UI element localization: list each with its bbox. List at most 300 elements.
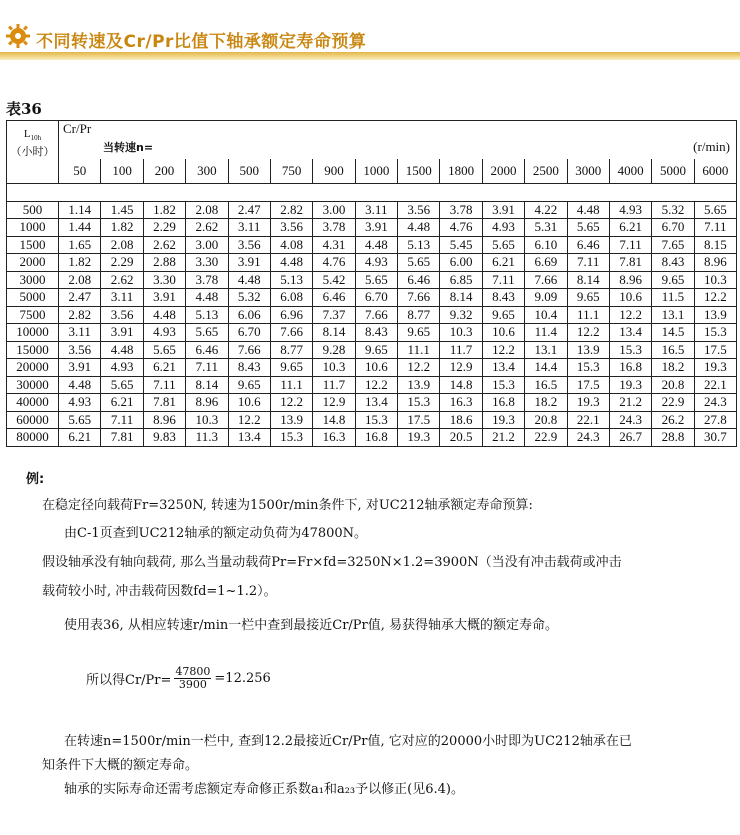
ratio-cell: 10.3	[313, 359, 355, 377]
ratio-cell: 3.78	[313, 219, 355, 237]
hours-cell: 7500	[7, 306, 59, 324]
ratio-cell: 14.8	[440, 376, 482, 394]
ratio-cell: 6.21	[101, 394, 143, 412]
ratio-cell: 1.82	[143, 201, 185, 219]
formula-numerator: 47800	[175, 665, 211, 678]
ratio-cell: 7.11	[101, 411, 143, 429]
header-divider	[0, 52, 740, 60]
ratio-cell: 3.91	[355, 219, 397, 237]
ratio-cell: 5.65	[101, 376, 143, 394]
ratio-formula	[86, 666, 271, 691]
speed-header-cell: 900	[313, 159, 355, 184]
ratio-cell: 3.11	[59, 324, 101, 342]
ratio-cell: 12.9	[313, 394, 355, 412]
speed-header-cell: 750	[270, 159, 312, 184]
ratio-cell: 8.96	[143, 411, 185, 429]
speed-header-cell: 500	[228, 159, 270, 184]
ratio-cell: 2.08	[186, 201, 228, 219]
ratio-cell: 4.48	[567, 201, 609, 219]
ratio-cell: 24.3	[694, 394, 736, 412]
ratio-cell: 16.8	[482, 394, 524, 412]
ratio-cell: 30.7	[694, 429, 736, 447]
ratio-cell: 18.6	[440, 411, 482, 429]
ratio-cell: 9.28	[313, 341, 355, 359]
speed-header-cell: 4000	[609, 159, 651, 184]
ratio-cell: 2.62	[143, 236, 185, 254]
formula-prefix: 所以得Cr/Pr=	[86, 673, 172, 688]
example-line-6: 在转速n=1500r/min一栏中, 查到12.2最接近Cr/Pr值, 它对应的20000小时即为UC212轴承在已	[64, 734, 632, 749]
ratio-cell: 5.42	[313, 271, 355, 289]
ratio-cell: 18.2	[525, 394, 567, 412]
ratio-cell: 7.37	[313, 306, 355, 324]
formula-denominator: 3900	[178, 678, 207, 691]
ratio-cell: 13.1	[652, 306, 694, 324]
hours-cell: 1500	[7, 236, 59, 254]
hours-cell: 1000	[7, 219, 59, 237]
ratio-cell: 7.66	[355, 306, 397, 324]
ratio-cell: 6.46	[567, 236, 609, 254]
speed-header-cell: 50	[59, 159, 101, 184]
table-row	[7, 254, 737, 272]
ratio-cell: 8.15	[694, 236, 736, 254]
ratio-cell: 10.3	[694, 271, 736, 289]
ratio-cell: 10.6	[482, 324, 524, 342]
ratio-cell: 6.70	[228, 324, 270, 342]
ratio-cell: 4.93	[609, 201, 651, 219]
table-label: 表36	[6, 100, 42, 118]
ratio-cell: 11.3	[186, 429, 228, 447]
ratio-cell: 8.96	[694, 254, 736, 272]
ratio-cell: 6.85	[440, 271, 482, 289]
ratio-cell: 11.7	[313, 376, 355, 394]
page-title: 不同转速及Cr/Pr比值下轴承额定寿命预算	[36, 32, 367, 52]
ratio-cell: 2.08	[101, 236, 143, 254]
ratio-cell: 7.11	[186, 359, 228, 377]
ratio-cell: 24.3	[567, 429, 609, 447]
ratio-cell: 27.8	[694, 411, 736, 429]
ratio-cell: 1.14	[59, 201, 101, 219]
ratio-cell: 8.14	[567, 271, 609, 289]
ratio-cell: 20.8	[652, 376, 694, 394]
ratio-cell: 6.70	[355, 289, 397, 307]
ratio-cell: 20.5	[440, 429, 482, 447]
ratio-cell: 12.2	[694, 289, 736, 307]
ratio-cell: 13.9	[567, 341, 609, 359]
ratio-cell: 16.5	[525, 376, 567, 394]
ratio-cell: 15.3	[567, 359, 609, 377]
example-line-2: 由C-1页查到UC212轴承的额定动负荷为47800N。	[64, 526, 368, 541]
speed-header-cell: 1500	[398, 159, 440, 184]
ratio-cell: 13.4	[355, 394, 397, 412]
ratio-cell: 5.13	[186, 306, 228, 324]
hours-header-unit: （小时）	[10, 146, 55, 159]
ratio-cell: 6.70	[652, 219, 694, 237]
example-line-1: 在稳定径向载荷Fr=3250N, 转速为1500r/min条件下, 对UC212轴承额定寿命预算:	[42, 498, 533, 513]
speed-header-cell: 200	[143, 159, 185, 184]
ratio-cell: 2.08	[59, 271, 101, 289]
ratio-cell: 1.65	[59, 236, 101, 254]
ratio-cell: 5.65	[694, 201, 736, 219]
ratio-cell: 6.46	[313, 289, 355, 307]
ratio-cell: 13.4	[228, 429, 270, 447]
ratio-cell: 6.69	[525, 254, 567, 272]
ratio-cell: 3.11	[101, 289, 143, 307]
table-row	[7, 324, 737, 342]
hours-header-sub: 10h	[30, 134, 42, 143]
ratio-cell: 3.30	[143, 271, 185, 289]
ratio-cell: 7.66	[270, 324, 312, 342]
ratio-cell: 7.11	[143, 376, 185, 394]
table-row	[7, 306, 737, 324]
ratio-cell: 4.93	[355, 254, 397, 272]
ratio-cell: 3.56	[228, 236, 270, 254]
ratio-cell: 16.3	[313, 429, 355, 447]
ratio-cell: 1.82	[101, 219, 143, 237]
hours-cell: 80000	[7, 429, 59, 447]
ratio-cell: 3.56	[59, 341, 101, 359]
ratio-cell: 3.30	[186, 254, 228, 272]
ratio-cell: 11.7	[440, 341, 482, 359]
ratio-cell: 10.6	[355, 359, 397, 377]
speed-header-cell: 2000	[482, 159, 524, 184]
table-row	[7, 341, 737, 359]
ratio-cell: 6.10	[525, 236, 567, 254]
ratio-cell: 5.65	[59, 411, 101, 429]
ratio-cell: 15.3	[355, 411, 397, 429]
ratio-cell: 5.32	[652, 201, 694, 219]
ratio-cell: 2.62	[101, 271, 143, 289]
ratio-cell: 12.9	[440, 359, 482, 377]
formula-result: =12.256	[214, 671, 271, 686]
ratio-cell: 9.65	[398, 324, 440, 342]
ratio-cell: 17.5	[398, 411, 440, 429]
ratio-cell: 3.00	[313, 201, 355, 219]
ratio-cell: 26.2	[652, 411, 694, 429]
ratio-cell: 7.81	[143, 394, 185, 412]
gear-icon	[4, 22, 38, 56]
ratio-cell: 4.93	[59, 394, 101, 412]
ratio-cell: 3.78	[186, 271, 228, 289]
ratio-cell: 3.11	[228, 219, 270, 237]
table-row	[7, 411, 737, 429]
ratio-cell: 2.62	[186, 219, 228, 237]
ratio-cell: 3.56	[101, 306, 143, 324]
ratio-cell: 7.11	[609, 236, 651, 254]
ratio-cell: 5.13	[270, 271, 312, 289]
ratio-cell: 14.8	[313, 411, 355, 429]
ratio-cell: 14.5	[652, 324, 694, 342]
ratio-cell: 3.56	[270, 219, 312, 237]
ratio-cell: 11.1	[270, 376, 312, 394]
ratio-cell: 12.2	[355, 376, 397, 394]
ratio-label: Cr/Pr	[63, 121, 92, 136]
ratio-cell: 26.7	[609, 429, 651, 447]
ratio-cell: 7.66	[398, 289, 440, 307]
ratio-cell: 13.9	[270, 411, 312, 429]
ratio-cell: 6.08	[270, 289, 312, 307]
speed-header-cell: 6000	[694, 159, 736, 184]
ratio-cell: 4.93	[143, 324, 185, 342]
speed-header-cell: 5000	[652, 159, 694, 184]
ratio-cell: 3.91	[143, 289, 185, 307]
ratio-cell: 9.65	[228, 376, 270, 394]
ratio-cell: 16.3	[440, 394, 482, 412]
table-row	[7, 289, 737, 307]
example-line-4: 载荷较小时, 冲击载荷因数fd=1~1.2）。	[42, 584, 277, 599]
ratio-cell: 4.48	[270, 254, 312, 272]
table-body	[7, 184, 737, 447]
ratio-cell: 12.2	[482, 341, 524, 359]
ratio-cell: 8.77	[398, 306, 440, 324]
ratio-cell: 5.65	[355, 271, 397, 289]
ratio-cell: 5.65	[398, 254, 440, 272]
ratio-cell: 17.5	[694, 341, 736, 359]
ratio-cell: 9.65	[355, 341, 397, 359]
ratio-cell: 3.11	[355, 201, 397, 219]
ratio-cell: 8.14	[313, 324, 355, 342]
ratio-cell: 3.91	[482, 201, 524, 219]
ratio-cell: 12.2	[609, 306, 651, 324]
ratio-cell: 2.47	[59, 289, 101, 307]
ratio-cell: 11.4	[525, 324, 567, 342]
ratio-cell: 1.45	[101, 201, 143, 219]
ratio-cell: 6.06	[228, 306, 270, 324]
ratio-cell: 3.91	[228, 254, 270, 272]
ratio-cell: 9.83	[143, 429, 185, 447]
speed-header-cell: 1000	[355, 159, 397, 184]
ratio-cell: 10.6	[609, 289, 651, 307]
ratio-cell: 7.11	[482, 271, 524, 289]
ratio-cell: 8.96	[186, 394, 228, 412]
ratio-cell: 15.3	[482, 376, 524, 394]
ratio-cell: 21.2	[482, 429, 524, 447]
ratio-cell: 4.48	[355, 236, 397, 254]
ratio-cell: 7.65	[652, 236, 694, 254]
ratio-cell: 7.66	[228, 341, 270, 359]
ratio-cell: 13.9	[398, 376, 440, 394]
table-row	[7, 236, 737, 254]
ratio-cell: 8.43	[482, 289, 524, 307]
ratio-cell: 8.43	[355, 324, 397, 342]
rating-life-table	[6, 120, 737, 447]
example-line-8: 轴承的实际寿命还需考虑额定寿命修正系数a₁和a₂₃予以修正(见6.4)。	[64, 782, 464, 797]
table-row	[7, 219, 737, 237]
ratio-cell: 13.4	[609, 324, 651, 342]
ratio-cell: 14.4	[525, 359, 567, 377]
ratio-cell: 4.48	[59, 376, 101, 394]
ratio-cell: 8.14	[440, 289, 482, 307]
ratio-cell: 24.3	[609, 411, 651, 429]
ratio-cell: 22.9	[652, 394, 694, 412]
ratio-cell: 19.3	[398, 429, 440, 447]
formula-fraction	[174, 666, 211, 691]
ratio-cell: 12.2	[567, 324, 609, 342]
hours-cell: 5000	[7, 289, 59, 307]
ratio-cell: 4.76	[313, 254, 355, 272]
ratio-cell: 5.65	[186, 324, 228, 342]
example-heading: 例:	[26, 472, 45, 487]
ratio-cell: 28.8	[652, 429, 694, 447]
ratio-cell: 11.1	[567, 306, 609, 324]
ratio-cell: 2.88	[143, 254, 185, 272]
ratio-cell: 5.13	[398, 236, 440, 254]
ratio-cell: 4.31	[313, 236, 355, 254]
ratio-cell: 21.2	[609, 394, 651, 412]
hours-header-l: L	[23, 128, 31, 140]
ratio-cell: 8.43	[228, 359, 270, 377]
ratio-cell: 19.3	[482, 411, 524, 429]
ratio-cell: 18.2	[652, 359, 694, 377]
hours-cell: 3000	[7, 271, 59, 289]
ratio-cell: 22.1	[567, 411, 609, 429]
ratio-cell: 15.3	[694, 324, 736, 342]
ratio-cell: 4.48	[101, 341, 143, 359]
table-row	[7, 201, 737, 219]
ratio-cell: 4.48	[143, 306, 185, 324]
speed-header-cell: 100	[101, 159, 143, 184]
ratio-cell: 19.3	[694, 359, 736, 377]
ratio-cell: 20.8	[525, 411, 567, 429]
ratio-cell: 3.00	[186, 236, 228, 254]
ratio-cell: 13.9	[694, 306, 736, 324]
ratio-cell: 6.21	[609, 219, 651, 237]
ratio-cell: 13.1	[525, 341, 567, 359]
hours-cell: 10000	[7, 324, 59, 342]
ratio-cell: 5.65	[567, 219, 609, 237]
ratio-cell: 3.91	[101, 324, 143, 342]
ratio-cell: 9.32	[440, 306, 482, 324]
hours-cell: 2000	[7, 254, 59, 272]
speed-header-cell: 3000	[567, 159, 609, 184]
ratio-cell: 16.8	[609, 359, 651, 377]
ratio-cell: 16.8	[355, 429, 397, 447]
speed-header-cell: 2500	[525, 159, 567, 184]
ratio-cell: 11.5	[652, 289, 694, 307]
speed-header-cell: 1800	[440, 159, 482, 184]
ratio-cell: 4.76	[440, 219, 482, 237]
speed-header-cell: 300	[186, 159, 228, 184]
ratio-cell: 19.3	[567, 394, 609, 412]
ratio-cell: 4.93	[101, 359, 143, 377]
ratio-cell: 15.3	[398, 394, 440, 412]
example-line-7: 知条件下大概的额定寿命。	[42, 758, 199, 773]
ratio-cell: 7.11	[694, 219, 736, 237]
ratio-cell: 1.44	[59, 219, 101, 237]
table-separator	[7, 184, 737, 202]
ratio-cell: 9.65	[482, 306, 524, 324]
example-line-5: 使用表36, 从相应转速r/min一栏中查到最接近Cr/Pr值, 易获得轴承大概的额定寿命。	[64, 618, 559, 633]
ratio-cell: 10.3	[186, 411, 228, 429]
ratio-cell: 4.48	[398, 219, 440, 237]
ratio-cell: 5.31	[525, 219, 567, 237]
ratio-cell: 5.45	[440, 236, 482, 254]
speed-header-row	[7, 159, 737, 184]
ratio-cell: 4.48	[228, 271, 270, 289]
ratio-cell: 16.5	[652, 341, 694, 359]
ratio-cell: 11.1	[398, 341, 440, 359]
ratio-cell: 9.09	[525, 289, 567, 307]
ratio-cell: 8.43	[652, 254, 694, 272]
ratio-cell: 7.66	[525, 271, 567, 289]
ratio-cell: 12.2	[398, 359, 440, 377]
ratio-cell: 8.14	[186, 376, 228, 394]
ratio-cell: 7.81	[101, 429, 143, 447]
ratio-cell: 4.22	[525, 201, 567, 219]
ratio-cell: 9.65	[567, 289, 609, 307]
ratio-cell: 7.81	[609, 254, 651, 272]
ratio-cell: 22.1	[694, 376, 736, 394]
speed-unit: (r/min)	[693, 139, 730, 154]
ratio-cell: 10.6	[228, 394, 270, 412]
ratio-cell: 4.48	[186, 289, 228, 307]
ratio-cell: 2.29	[101, 254, 143, 272]
example-line-3: 假设轴承没有轴向载荷, 那么当量动载荷Pr=Fr×fd=3250N×1.2=3900N（当没有冲击载荷或冲击	[42, 555, 622, 570]
ratio-cell: 15.3	[609, 341, 651, 359]
ratio-cell: 4.08	[270, 236, 312, 254]
ratio-cell: 6.46	[398, 271, 440, 289]
ratio-cell: 3.56	[398, 201, 440, 219]
ratio-cell: 6.46	[186, 341, 228, 359]
ratio-cell: 4.93	[482, 219, 524, 237]
table-row	[7, 359, 737, 377]
ratio-cell: 15.3	[270, 429, 312, 447]
ratio-cell: 6.00	[440, 254, 482, 272]
ratio-cell: 6.21	[143, 359, 185, 377]
ratio-cell: 3.91	[59, 359, 101, 377]
ratio-cell: 7.11	[567, 254, 609, 272]
table-row	[7, 271, 737, 289]
ratio-cell: 9.65	[270, 359, 312, 377]
hours-cell: 15000	[7, 341, 59, 359]
hours-cell: 40000	[7, 394, 59, 412]
ratio-cell: 8.96	[609, 271, 651, 289]
ratio-cell: 17.5	[567, 376, 609, 394]
ratio-cell: 9.65	[652, 271, 694, 289]
hours-column-header	[7, 121, 59, 184]
ratio-cell: 8.77	[270, 341, 312, 359]
ratio-cell: 5.32	[228, 289, 270, 307]
hours-cell: 60000	[7, 411, 59, 429]
ratio-cell: 3.78	[440, 201, 482, 219]
ratio-cell: 10.4	[525, 306, 567, 324]
ratio-cell: 2.29	[143, 219, 185, 237]
hours-cell: 30000	[7, 376, 59, 394]
page-header	[0, 0, 740, 62]
hours-cell: 20000	[7, 359, 59, 377]
ratio-cell: 22.9	[525, 429, 567, 447]
ratio-cell: 1.82	[59, 254, 101, 272]
hours-cell: 500	[7, 201, 59, 219]
ratio-cell: 6.21	[482, 254, 524, 272]
speed-label: 当转速n=	[103, 141, 154, 154]
ratio-cell: 5.65	[143, 341, 185, 359]
table-row	[7, 429, 737, 447]
ratio-cell: 6.96	[270, 306, 312, 324]
ratio-cell: 12.2	[228, 411, 270, 429]
ratio-cell: 5.65	[482, 236, 524, 254]
ratio-cell: 13.4	[482, 359, 524, 377]
ratio-cell: 2.47	[228, 201, 270, 219]
table-row	[7, 376, 737, 394]
ratio-cell: 10.3	[440, 324, 482, 342]
ratio-cell: 2.82	[270, 201, 312, 219]
ratio-cell: 12.2	[270, 394, 312, 412]
table-row	[7, 394, 737, 412]
ratio-cell: 19.3	[609, 376, 651, 394]
speed-header-info	[59, 121, 737, 160]
ratio-cell: 6.21	[59, 429, 101, 447]
ratio-cell: 2.82	[59, 306, 101, 324]
